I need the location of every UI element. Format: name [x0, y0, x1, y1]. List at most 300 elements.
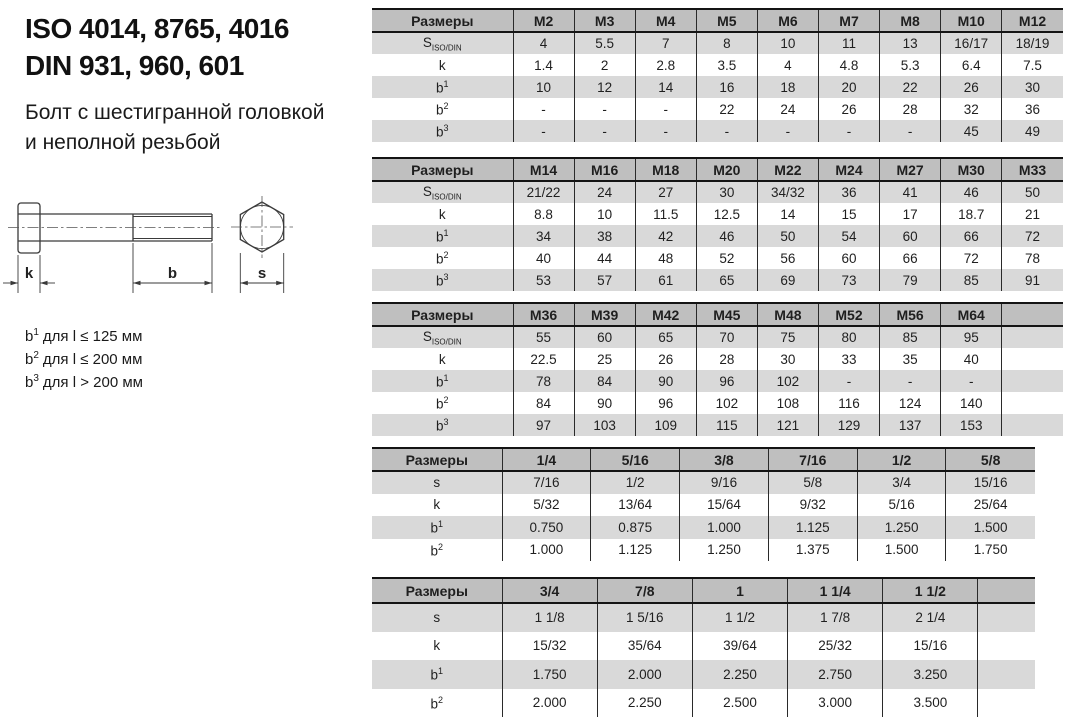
table-cell: 35/64: [597, 632, 692, 661]
table-cell: 14: [757, 203, 818, 225]
table-cell: 45: [941, 120, 1002, 142]
page-title-din: DIN 931, 960, 601: [25, 50, 244, 81]
dimension-label-b: b: [167, 265, 178, 282]
table-cell: 4: [513, 32, 574, 54]
table-cell: [1002, 414, 1063, 436]
column-header: 1 1/4: [788, 578, 883, 603]
column-header: M6: [757, 9, 818, 32]
table-cell: 54: [818, 225, 879, 247]
table-cell: 18: [757, 76, 818, 98]
table-row: [372, 203, 1063, 225]
column-header: 1/4: [502, 448, 591, 471]
footnote-b2: [25, 346, 143, 369]
table-cell: 96: [635, 392, 696, 414]
column-header: M3: [574, 9, 635, 32]
table-cell: -: [818, 120, 879, 142]
table-cell: -: [635, 98, 696, 120]
table-cell: 25/32: [788, 632, 883, 661]
column-header: M16: [574, 158, 635, 181]
table-cell: 90: [574, 392, 635, 414]
table-cell: 15/16: [946, 471, 1035, 494]
k-arrow-left: [11, 281, 19, 285]
footnote-symbol: b: [25, 374, 34, 391]
table-cell: 15/64: [680, 494, 769, 517]
empty-header: [978, 578, 1035, 603]
table-cell: 8.8: [513, 203, 574, 225]
column-header: M4: [635, 9, 696, 32]
table-cell: 1.000: [502, 539, 591, 562]
table-cell: 53: [513, 269, 574, 291]
table-cell: 84: [574, 370, 635, 392]
table-cell: 21/22: [513, 181, 574, 203]
table-cell: 66: [941, 225, 1002, 247]
subtitle-line-2: и неполной резьбой: [25, 131, 221, 154]
table-cell: 30: [757, 348, 818, 370]
row-label: $b^2$: [435, 394, 449, 412]
table-cell: 28: [880, 98, 941, 120]
table-cell: 109: [635, 414, 696, 436]
table-cell: 3.250: [883, 660, 978, 689]
table-cell: 10: [757, 32, 818, 54]
table-cell: [978, 632, 1035, 661]
column-header: M27: [880, 158, 941, 181]
table-cell: 1.4: [513, 54, 574, 76]
table-cell: 1.250: [680, 539, 769, 562]
table-cell: 50: [757, 225, 818, 247]
table-cell: 129: [818, 414, 879, 436]
row-label: $b^2$: [435, 249, 449, 267]
table-cell: 26: [818, 98, 879, 120]
table-cell: 2.8: [635, 54, 696, 76]
column-header: M5: [696, 9, 757, 32]
table-cell: 1/2: [591, 471, 680, 494]
table-row: [372, 120, 1063, 142]
column-header: 1/2: [857, 448, 946, 471]
table-cell: 3.500: [883, 689, 978, 718]
row-label: s: [433, 475, 441, 491]
row-label: $b^3$: [435, 271, 449, 289]
table-row: [372, 76, 1063, 98]
table-cell: -: [574, 98, 635, 120]
table-cell: 96: [696, 370, 757, 392]
table-cell: 7/16: [502, 471, 591, 494]
subtitle-line-1: Болт с шестигранной головкой: [25, 101, 325, 124]
table-cell: 33: [818, 348, 879, 370]
column-header: M24: [818, 158, 879, 181]
table-cell: 20: [818, 76, 879, 98]
table-row: [372, 54, 1063, 76]
table-cell: 5/32: [502, 494, 591, 517]
column-header: M18: [635, 158, 696, 181]
table-cell: 1.500: [857, 539, 946, 562]
table-row: [372, 471, 1035, 494]
table-row: [372, 326, 1063, 348]
table-cell: 1.500: [946, 516, 1035, 539]
table-cell: 95: [941, 326, 1002, 348]
footnote-text: для l > 200 мм: [42, 374, 143, 391]
table-row: [372, 181, 1063, 203]
row-label: $b^2$: [430, 694, 444, 711]
footnotes-block: [25, 323, 143, 392]
table-cell: 38: [574, 225, 635, 247]
table-cell: -: [880, 370, 941, 392]
table-cell: 153: [941, 414, 1002, 436]
row-label: $b^2$: [430, 541, 444, 558]
table-cell: 75: [757, 326, 818, 348]
table-cell: 36: [1002, 98, 1063, 120]
table-cell: 121: [757, 414, 818, 436]
table-cell: 36: [818, 181, 879, 203]
table-cell: 102: [757, 370, 818, 392]
row-label: k: [438, 57, 446, 73]
dimension-table-imperial-small: [372, 447, 1035, 561]
table-cell: 50: [1002, 181, 1063, 203]
table-cell: 16: [696, 76, 757, 98]
empty-header: [1002, 303, 1063, 326]
row-label: k: [438, 351, 446, 367]
s-arrow-right: [276, 281, 284, 285]
column-header: 3/8: [680, 448, 769, 471]
table-cell: 15/16: [883, 632, 978, 661]
table-cell: 0.750: [502, 516, 591, 539]
table-cell: 60: [880, 225, 941, 247]
table-cell: 140: [941, 392, 1002, 414]
row-label: k: [438, 206, 446, 222]
subtitle-block: [25, 98, 324, 158]
table-cell: [1002, 326, 1063, 348]
table-cell: 46: [696, 225, 757, 247]
table-cell: 25: [574, 348, 635, 370]
dimension-table-imperial-large: [372, 577, 1035, 717]
b-arrow-right: [205, 281, 213, 285]
column-header: M12: [1002, 9, 1063, 32]
table-cell: 5/8: [768, 471, 857, 494]
table-cell: 85: [880, 326, 941, 348]
b-arrow-left: [133, 281, 141, 285]
table-row: [372, 632, 1035, 661]
column-header: M22: [757, 158, 818, 181]
dimension-table-metric-m14-m33: [372, 157, 1063, 291]
table-cell: 69: [757, 269, 818, 291]
table-cell: 108: [757, 392, 818, 414]
table-cell: 49: [1002, 120, 1063, 142]
row-label: $b^1$: [430, 519, 444, 536]
table-cell: 1 1/8: [502, 603, 597, 632]
column-header: M56: [880, 303, 941, 326]
table-cell: 80: [818, 326, 879, 348]
column-header: 7/16: [768, 448, 857, 471]
table-cell: 12.5: [696, 203, 757, 225]
table-cell: 0.875: [591, 516, 680, 539]
column-header: M64: [941, 303, 1002, 326]
page-title-iso: ISO 4014, 8765, 4016: [25, 13, 289, 44]
dimension-table-metric-m2-m12: [372, 8, 1063, 142]
table-cell: 2.250: [692, 660, 787, 689]
table-cell: 9/16: [680, 471, 769, 494]
table-cell: 5.5: [574, 32, 635, 54]
table-cell: 2.750: [788, 660, 883, 689]
row-label-header: Размеры: [372, 578, 502, 603]
table-cell: 4: [757, 54, 818, 76]
table-cell: 25/64: [946, 494, 1035, 517]
column-header: 1: [692, 578, 787, 603]
table-cell: 22: [696, 98, 757, 120]
table-cell: 5.3: [880, 54, 941, 76]
table-cell: 18/19: [1002, 32, 1063, 54]
table-row: [372, 603, 1035, 632]
row-label: $b^3$: [435, 122, 449, 140]
table-cell: 12: [574, 76, 635, 98]
column-header: M36: [513, 303, 574, 326]
footnote-text: для l ≤ 200 мм: [42, 351, 143, 368]
table-cell: 1 1/2: [692, 603, 787, 632]
column-header: 1 1/2: [883, 578, 978, 603]
table-cell: 79: [880, 269, 941, 291]
footnote-symbol: b: [25, 351, 34, 368]
table-cell: 116: [818, 392, 879, 414]
row-label: $b^1$: [435, 227, 449, 245]
row-label: $S_{ISO/DIN}$: [422, 34, 462, 53]
footnote-text: для l ≤ 125 мм: [42, 328, 143, 345]
row-label-header: Размеры: [372, 9, 513, 32]
table-cell: 7.5: [1002, 54, 1063, 76]
row-label: $S_{ISO/DIN}$: [422, 183, 462, 202]
table-row: [372, 348, 1063, 370]
table-cell: -: [635, 120, 696, 142]
table-cell: 35: [880, 348, 941, 370]
table-cell: 13: [880, 32, 941, 54]
table-cell: 34/32: [757, 181, 818, 203]
table-row: [372, 689, 1035, 718]
bolt-head: [18, 203, 40, 253]
footnote-superscript: 3: [33, 373, 39, 384]
table-cell: -: [818, 370, 879, 392]
table-cell: 72: [941, 247, 1002, 269]
k-arrow-right: [40, 281, 48, 285]
row-label: k: [433, 497, 441, 513]
table-cell: -: [941, 370, 1002, 392]
column-header: M30: [941, 158, 1002, 181]
column-header: M7: [818, 9, 879, 32]
table-cell: 26: [941, 76, 1002, 98]
table-cell: 65: [696, 269, 757, 291]
s-arrow-left: [240, 281, 248, 285]
table-cell: -: [880, 120, 941, 142]
column-header: 5/8: [946, 448, 1035, 471]
table-header-row: [372, 303, 1063, 326]
table-cell: 42: [635, 225, 696, 247]
table-cell: 3.5: [696, 54, 757, 76]
table-cell: 52: [696, 247, 757, 269]
table-cell: 41: [880, 181, 941, 203]
footnote-symbol: b: [25, 328, 34, 345]
table-cell: [978, 660, 1035, 689]
dimension-table-metric-m36-m64: [372, 302, 1063, 436]
table-cell: 48: [635, 247, 696, 269]
table-cell: -: [513, 120, 574, 142]
column-header: M45: [696, 303, 757, 326]
table-cell: 103: [574, 414, 635, 436]
table-cell: 24: [574, 181, 635, 203]
table-cell: 84: [513, 392, 574, 414]
table-cell: 40: [941, 348, 1002, 370]
table-cell: 5/16: [857, 494, 946, 517]
table-cell: -: [696, 120, 757, 142]
table-cell: [1002, 370, 1063, 392]
table-cell: 17: [880, 203, 941, 225]
footnote-superscript: 1: [33, 327, 39, 338]
table-row: [372, 98, 1063, 120]
table-cell: 102: [696, 392, 757, 414]
column-header: M10: [941, 9, 1002, 32]
table-cell: 4.8: [818, 54, 879, 76]
table-cell: 2.250: [597, 689, 692, 718]
column-header: 5/16: [591, 448, 680, 471]
table-cell: 21: [1002, 203, 1063, 225]
table-cell: 7: [635, 32, 696, 54]
row-label: $S_{ISO/DIN}$: [422, 328, 462, 347]
table-cell: 27: [635, 181, 696, 203]
row-label: s: [433, 610, 441, 626]
table-cell: 16/17: [941, 32, 1002, 54]
table-cell: 30: [696, 181, 757, 203]
table-cell: 60: [574, 326, 635, 348]
table-cell: 97: [513, 414, 574, 436]
table-cell: [1002, 392, 1063, 414]
column-header: M39: [574, 303, 635, 326]
table-header-row: [372, 9, 1063, 32]
table-cell: 85: [941, 269, 1002, 291]
table-cell: 3.000: [788, 689, 883, 718]
table-cell: 28: [696, 348, 757, 370]
table-row: [372, 392, 1063, 414]
row-label: $b^1$: [435, 372, 449, 390]
column-header: M48: [757, 303, 818, 326]
table-row: [372, 269, 1063, 291]
table-cell: 22.5: [513, 348, 574, 370]
table-cell: 72: [1002, 225, 1063, 247]
table-header-row: [372, 158, 1063, 181]
table-cell: 24: [757, 98, 818, 120]
column-header: M2: [513, 9, 574, 32]
table-cell: 44: [574, 247, 635, 269]
title-block: [25, 10, 324, 158]
table-cell: 1.125: [768, 516, 857, 539]
table-cell: 15/32: [502, 632, 597, 661]
table-cell: 55: [513, 326, 574, 348]
table-cell: 65: [635, 326, 696, 348]
row-label: $b^1$: [435, 78, 449, 96]
table-cell: 1.000: [680, 516, 769, 539]
row-label: $b^1$: [430, 666, 444, 683]
bolt-technical-drawing: [0, 185, 330, 315]
table-row: [372, 660, 1035, 689]
table-cell: 56: [757, 247, 818, 269]
table-row: [372, 516, 1035, 539]
table-cell: 14: [635, 76, 696, 98]
column-header: M8: [880, 9, 941, 32]
table-cell: 6.4: [941, 54, 1002, 76]
table-cell: 61: [635, 269, 696, 291]
table-row: [372, 32, 1063, 54]
column-header: M14: [513, 158, 574, 181]
table-cell: 2.000: [502, 689, 597, 718]
table-cell: -: [513, 98, 574, 120]
column-header: 7/8: [597, 578, 692, 603]
table-cell: 46: [941, 181, 1002, 203]
table-cell: 3/4: [857, 471, 946, 494]
table-cell: 1.250: [857, 516, 946, 539]
table-cell: 1.125: [591, 539, 680, 562]
row-label-header: Размеры: [372, 448, 502, 471]
row-label: $b^2$: [435, 100, 449, 118]
table-cell: -: [757, 120, 818, 142]
column-header: M33: [1002, 158, 1063, 181]
table-cell: 78: [513, 370, 574, 392]
table-cell: 34: [513, 225, 574, 247]
table-cell: 70: [696, 326, 757, 348]
table-cell: [978, 603, 1035, 632]
table-cell: 2: [574, 54, 635, 76]
table-cell: 10: [574, 203, 635, 225]
table-header-row: [372, 448, 1035, 471]
table-cell: 115: [696, 414, 757, 436]
table-cell: -: [574, 120, 635, 142]
table-cell: 91: [1002, 269, 1063, 291]
table-cell: 137: [880, 414, 941, 436]
footnote-b1: [25, 323, 143, 346]
table-cell: 11: [818, 32, 879, 54]
table-cell: 2 1/4: [883, 603, 978, 632]
table-cell: 13/64: [591, 494, 680, 517]
table-cell: [978, 689, 1035, 718]
table-cell: 90: [635, 370, 696, 392]
footnote-superscript: 2: [33, 350, 39, 361]
table-header-row: [372, 578, 1035, 603]
table-cell: 9/32: [768, 494, 857, 517]
table-cell: 8: [696, 32, 757, 54]
table-cell: 1 7/8: [788, 603, 883, 632]
row-label-header: Размеры: [372, 158, 513, 181]
row-label-header: Размеры: [372, 303, 513, 326]
table-cell: 78: [1002, 247, 1063, 269]
table-cell: 30: [1002, 76, 1063, 98]
table-row: [372, 247, 1063, 269]
table-row: [372, 225, 1063, 247]
table-cell: 10: [513, 76, 574, 98]
column-header: M20: [696, 158, 757, 181]
table-cell: 57: [574, 269, 635, 291]
table-cell: 15: [818, 203, 879, 225]
table-cell: 1.750: [502, 660, 597, 689]
table-cell: 2.500: [692, 689, 787, 718]
table-cell: 1 5/16: [597, 603, 692, 632]
table-cell: 73: [818, 269, 879, 291]
table-cell: 66: [880, 247, 941, 269]
dimension-label-k: k: [24, 265, 34, 282]
column-header: M42: [635, 303, 696, 326]
table-cell: 40: [513, 247, 574, 269]
table-row: [372, 414, 1063, 436]
column-header: M52: [818, 303, 879, 326]
table-cell: 22: [880, 76, 941, 98]
table-cell: 26: [635, 348, 696, 370]
table-cell: 11.5: [635, 203, 696, 225]
table-row: [372, 494, 1035, 517]
table-cell: 39/64: [692, 632, 787, 661]
table-cell: [1002, 348, 1063, 370]
footnote-b3: [25, 369, 143, 392]
